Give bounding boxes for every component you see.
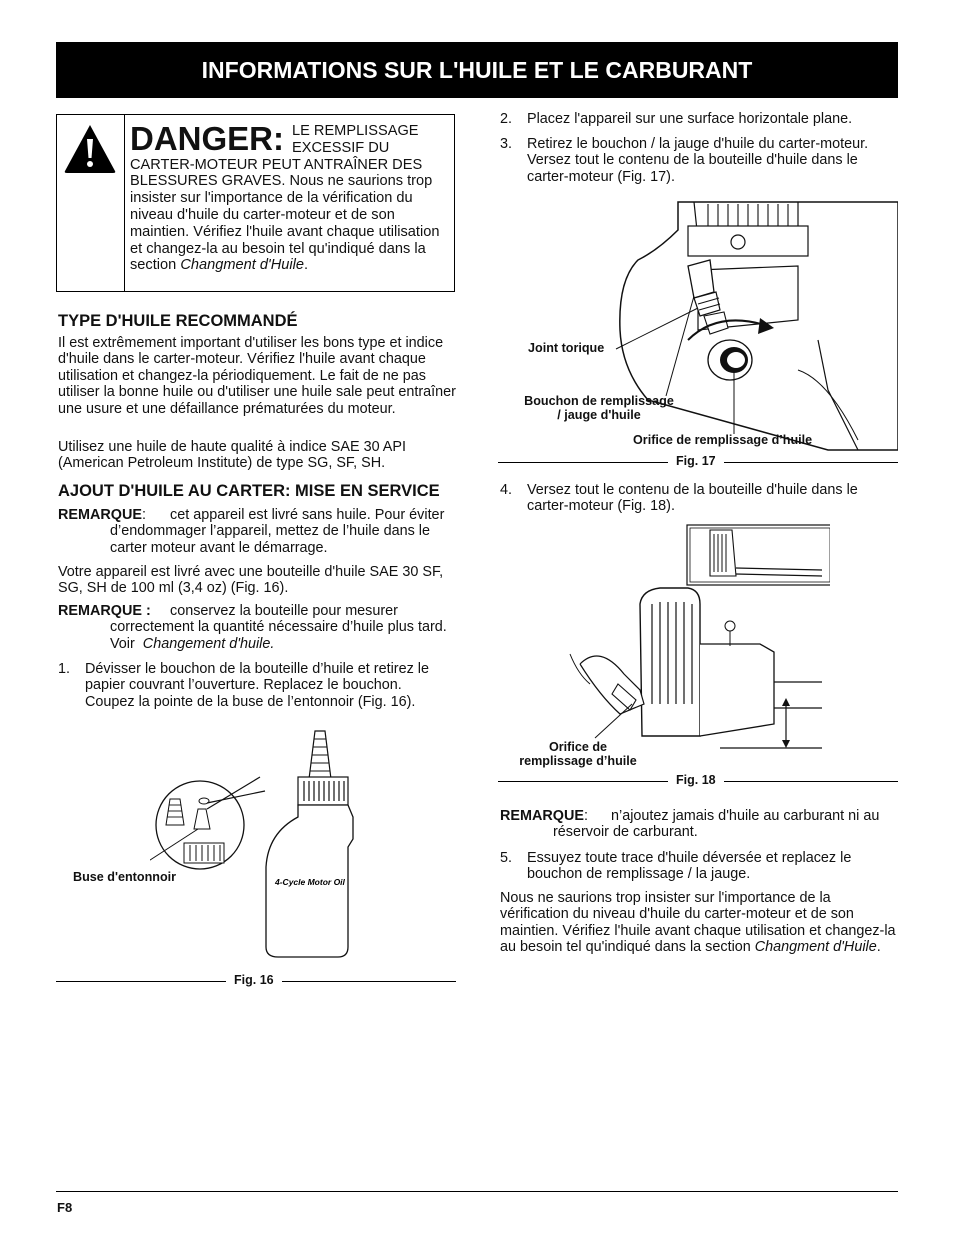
danger-caps-2: EXCESSIF DU <box>292 139 390 156</box>
danger-section-ref: Changment d'Huile <box>180 257 304 274</box>
danger-body: CARTER-MOTEUR PEUT ANTRAÎNER DES BLESSURES GRAVES. Nous ne saurions trop insister sur l'importance de la vérification du niveau d'huile du carter-moteur et de son maintien. Vérifiez l'huile avant chaque utilisation et changez-la au besoin tel qu'indiqué dans la section <box>130 156 440 274</box>
danger-caps-1: LE REMPLISSAGE <box>292 123 419 139</box>
remarque-3-colon: : <box>583 808 588 824</box>
step-5-text: Essuyez toute trace d'huile déversée et replacez le bouchon de remplissage / la jauge. <box>527 850 852 883</box>
fig18-illustration <box>560 524 830 754</box>
page-number: F8 <box>57 1200 73 1215</box>
fig18-orifice-line-2: remplissage d’huile <box>519 754 637 768</box>
step-2-num: 2. <box>500 111 513 127</box>
footer-line <box>56 1191 898 1192</box>
fig17-caption: Fig. 17 <box>668 454 724 468</box>
page-header <box>56 42 898 98</box>
step-1-text: Dévisser le bouchon de la bouteille d’huile et retirez le papier couvrant l’ouverture. Replacez le bouchon. Coupez la pointe de la buse de l’entonnoir (Fig. 16). <box>85 661 429 710</box>
fig16-bottle-label: 4-Cycle Motor Oil <box>275 877 345 887</box>
warning-triangle-icon <box>63 123 117 175</box>
remarque-2-label: REMARQUE : <box>58 603 151 619</box>
final-para-end: . <box>876 939 881 956</box>
remarque-2-ref: Changement d'huile. <box>142 635 275 652</box>
page-title: INFORMATIONS SUR L'HUILE ET LE CARBURANT <box>201 56 753 83</box>
final-para-text: Nous ne saurions trop insister sur l'importance de la vérification du niveau d'huile du carter-moteur et de son maintien. Vérifiez l'huile avant chaque utilisation et changez-la au besoin tel qu'indiqué dans la section <box>500 890 896 956</box>
danger-word: DANGER: <box>130 120 284 157</box>
type-heading: TYPE D'HUILE RECOMMANDÉ <box>58 312 298 330</box>
remarque-2 <box>58 603 456 652</box>
danger-text <box>130 121 452 274</box>
step-2-text: Placez l'appareil sur une surface horizontale plane. <box>527 111 853 127</box>
step-1-num: 1. <box>58 661 71 677</box>
fig17-bouchon-label <box>514 394 684 422</box>
fig17-joint-label: Joint torique <box>528 341 605 355</box>
fig18-orifice-line-1: Orifice de <box>548 740 608 754</box>
fig18-orifice-label <box>513 740 643 768</box>
step-3 <box>500 136 898 185</box>
danger-end: . <box>303 257 309 274</box>
ajout-heading: AJOUT D'HUILE AU CARTER: MISE EN SERVICE <box>58 482 440 500</box>
remarque-3 <box>500 808 898 841</box>
type-para-2: Utilisez une huile de haute qualité à indice SAE 30 API (American Petroleum Institute) de type SG, SF, SH. <box>58 439 407 472</box>
step-2 <box>500 111 898 127</box>
final-para <box>500 890 898 956</box>
fig18-caption: Fig. 18 <box>668 773 724 787</box>
remarque-3-text: n’ajoutez jamais d'huile au carburant ni au réservoir de carburant. <box>553 808 880 841</box>
fig16-caption: Fig. 16 <box>226 973 282 987</box>
step-3-text: Retirez le bouchon / la jauge d'huile du carter-moteur. Versez tout le contenu de la bouteille d'huile dans le carter-moteur (Fig. 17). <box>527 136 869 185</box>
remarque-2-text: conservez la bouteille pour mesurer correctement la quantité nécessaire d’huile plus tard. Voir <box>110 603 447 652</box>
type-para-1: Il est extrêmement important d'utiliser les bons type et indice d'huile dans le carter-moteur. Vérifiez l'huile avant chaque utilisation et changez-la périodiquement. Le fait de ne pas utiliser la bonne huile ou d'utiliser une huile sale peut entraîner une usure et une défaillance prématurées du moteur. <box>58 335 456 417</box>
step-3-num: 3. <box>500 136 513 152</box>
danger-icon-column <box>57 115 125 291</box>
step-5 <box>500 850 898 883</box>
fig17-bouchon-line-2: / jauge d'huile <box>557 408 641 422</box>
fig16-illustration <box>150 725 360 960</box>
danger-box <box>56 114 455 292</box>
remarque-1-text: cet appareil est livré sans huile. Pour éviter d’endommager l’appareil, mettez de l’huile dans le carter moteur avant le démarrage. <box>110 507 445 556</box>
step-4 <box>500 482 898 515</box>
step-4-text: Versez tout le contenu de la bouteille d'huile dans le carter-moteur (Fig. 18). <box>527 482 858 515</box>
final-para-ref: Changment d'Huile <box>754 939 877 956</box>
fig17-bouchon-line-1: Bouchon de remplissage <box>524 394 674 408</box>
remarque-3-label: REMARQUE <box>500 808 584 824</box>
remarque-1-label: REMARQUE <box>58 507 142 523</box>
fig16-label-buse: Buse d'entonnoir <box>73 870 177 884</box>
step-1 <box>58 661 450 710</box>
step-4-num: 4. <box>500 482 513 498</box>
step-5-num: 5. <box>500 850 513 866</box>
livre-para: Votre appareil est livré avec une bouteille d'huile SAE 30 SF, SG, SH de 100 ml (3,4 oz) (Fig. 16). <box>58 564 444 597</box>
remarque-1 <box>58 507 456 556</box>
fig17-orifice-label: Orifice de remplissage d’huile <box>633 433 813 447</box>
remarque-1-colon: : <box>141 507 146 523</box>
